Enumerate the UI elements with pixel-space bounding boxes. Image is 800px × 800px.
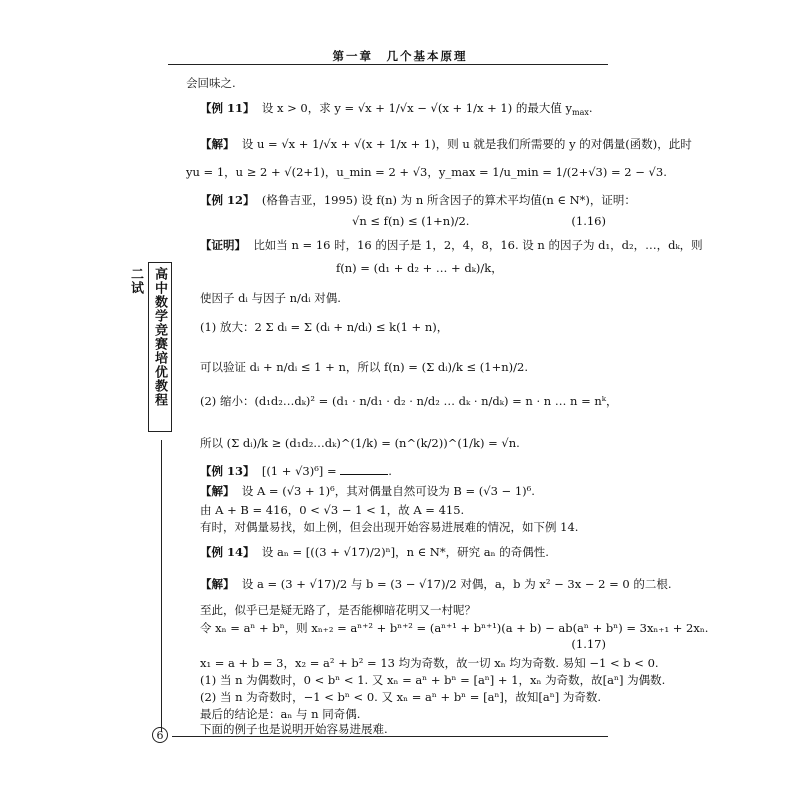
text-line: (2) 缩小：(d₁d₂…dₖ)² = (d₁ · n/d₁ · d₂ · n/d₂ … dₖ · n/dₖ) = n · n … n = nᵏ，	[200, 394, 618, 408]
answer-blank	[340, 474, 388, 475]
text-line: yu = 1，u ≥ 2 + √(2+1)，u_min = 2 + √3，y_max = 1/u_min = 1/(2+√3) = 2 − √3.	[186, 165, 667, 179]
period: .	[588, 101, 593, 115]
solution-label: 【解】	[200, 577, 235, 591]
page-number: 6	[152, 727, 168, 743]
text-line: 最后的结论是：aₙ 与 n 同奇偶.	[200, 707, 361, 721]
example-14	[200, 545, 549, 559]
text-line: 会回味之.	[186, 76, 236, 90]
solution-14	[200, 577, 672, 591]
solution-label: 【解】	[200, 484, 235, 498]
sidebar-rule	[161, 440, 162, 732]
example-label: 【例 14】	[200, 545, 255, 559]
proof-12	[200, 238, 703, 252]
text-line: 所以 (Σ dᵢ)/k ≥ (d₁d₂…dₖ)^(1/k) = (n^(k/2))^(1/k) = √n.	[200, 436, 520, 450]
example-text: [(1 + √3)⁶] =	[261, 464, 337, 478]
text-line: 可以验证 dᵢ + n/dᵢ ≤ 1 + n，所以 f(n) = (Σ dᵢ)/k ≤ (1+n)/2.	[200, 360, 528, 374]
solution-text: 设 u = √x + 1/√x + √(x + 1/x + 1)，则 u 就是我们所需要的 y 的对偶量(函数)，此时	[241, 137, 692, 151]
text-line: (1) 放大：2 Σ dᵢ = Σ (dᵢ + n/dᵢ) ≤ k(1 + n)，	[200, 320, 449, 334]
proof-text: 比如当 n = 16 时，16 的因子是 1，2，4，8，16. 设 n 的因子为 d₁，d₂，…，dₖ，则	[253, 238, 703, 252]
running-header: 第一章 几个基本原理	[332, 49, 468, 63]
text-line: 至此，似乎已是疑无路了，是否能柳暗花明又一村呢？	[200, 603, 476, 617]
example-text: 设 aₙ = [((3 + √17)/2)ⁿ]，n ∈ N*，研究 aₙ 的奇偶性.	[261, 545, 549, 559]
formula-line: √n ≤ f(n) ≤ (1+n)/2.	[352, 214, 470, 228]
text-line: 下面的例子也是说明开始容易进展难.	[200, 722, 388, 736]
example-11	[200, 101, 593, 120]
solution-label: 【解】	[200, 137, 235, 151]
solution-11	[200, 137, 692, 151]
text-line: 有时，对偶量易找，如上例，但会出现开始容易进展难的情况，如下例 14.	[200, 520, 579, 534]
text-line: (2) 当 n 为奇数时，−1 < bⁿ < 0. 又 xₙ = aⁿ + bⁿ = [aⁿ]，故知[aⁿ] 为奇数.	[200, 690, 602, 704]
text-line: 由 A + B = 416，0 < √3 − 1 < 1，故 A = 415.	[200, 503, 465, 517]
example-text: (格鲁吉亚，1995) 设 f(n) 为 n 所含因子的算术平均值(n ∈ N*)，证明：	[261, 193, 636, 207]
formula-line: f(n) = (d₁ + d₂ + … + dₖ)/k，	[336, 261, 503, 275]
example-label: 【例 11】	[200, 101, 255, 115]
example-label: 【例 12】	[200, 193, 255, 207]
subscript: max	[572, 108, 589, 117]
solution-text: 设 a = (3 + √17)/2 与 b = (3 − √17)/2 对偶，a，b 为 x² − 3x − 2 = 0 的二根.	[241, 577, 672, 591]
example-text: 设 x > 0，求 y = √x + 1/√x − √(x + 1/x + 1) 的最大值 y	[261, 101, 573, 115]
header-rule	[168, 64, 608, 65]
example-12	[200, 193, 636, 207]
equation-number: (1.17)	[571, 637, 606, 651]
solution-text: 设 A = (√3 + 1)⁶，其对偶量自然可设为 B = (√3 − 1)⁶.	[241, 484, 535, 498]
solution-13	[200, 484, 535, 498]
book-title-sidebar: 高中数学竞赛培优教程 二试	[148, 262, 172, 432]
example-label: 【例 13】	[200, 464, 255, 478]
text-line: 使因子 dᵢ 与因子 n/dᵢ 对偶.	[200, 291, 341, 305]
text-line: x₁ = a + b = 3，x₂ = a² + b² = 13 均为奇数，故一切 xₙ 均为奇数. 易知 −1 < b < 0.	[200, 656, 659, 670]
period: .	[388, 464, 392, 478]
equation-number: (1.16)	[571, 214, 606, 228]
text-line: (1) 当 n 为偶数时，0 < bⁿ < 1. 又 xₙ = aⁿ + bⁿ = [aⁿ] + 1，xₙ 为奇数，故[aⁿ] 为偶数.	[200, 673, 666, 687]
proof-label: 【证明】	[200, 238, 246, 252]
footer-rule	[172, 736, 608, 737]
example-13	[200, 464, 392, 478]
text-line: 令 xₙ = aⁿ + bⁿ，则 xₙ₊₂ = aⁿ⁺² + bⁿ⁺² = (aⁿ⁺¹ + bⁿ⁺¹)(a + b) − ab(aⁿ + bⁿ) = 3xₙ₊₁ + 2xₙ.	[200, 621, 709, 635]
